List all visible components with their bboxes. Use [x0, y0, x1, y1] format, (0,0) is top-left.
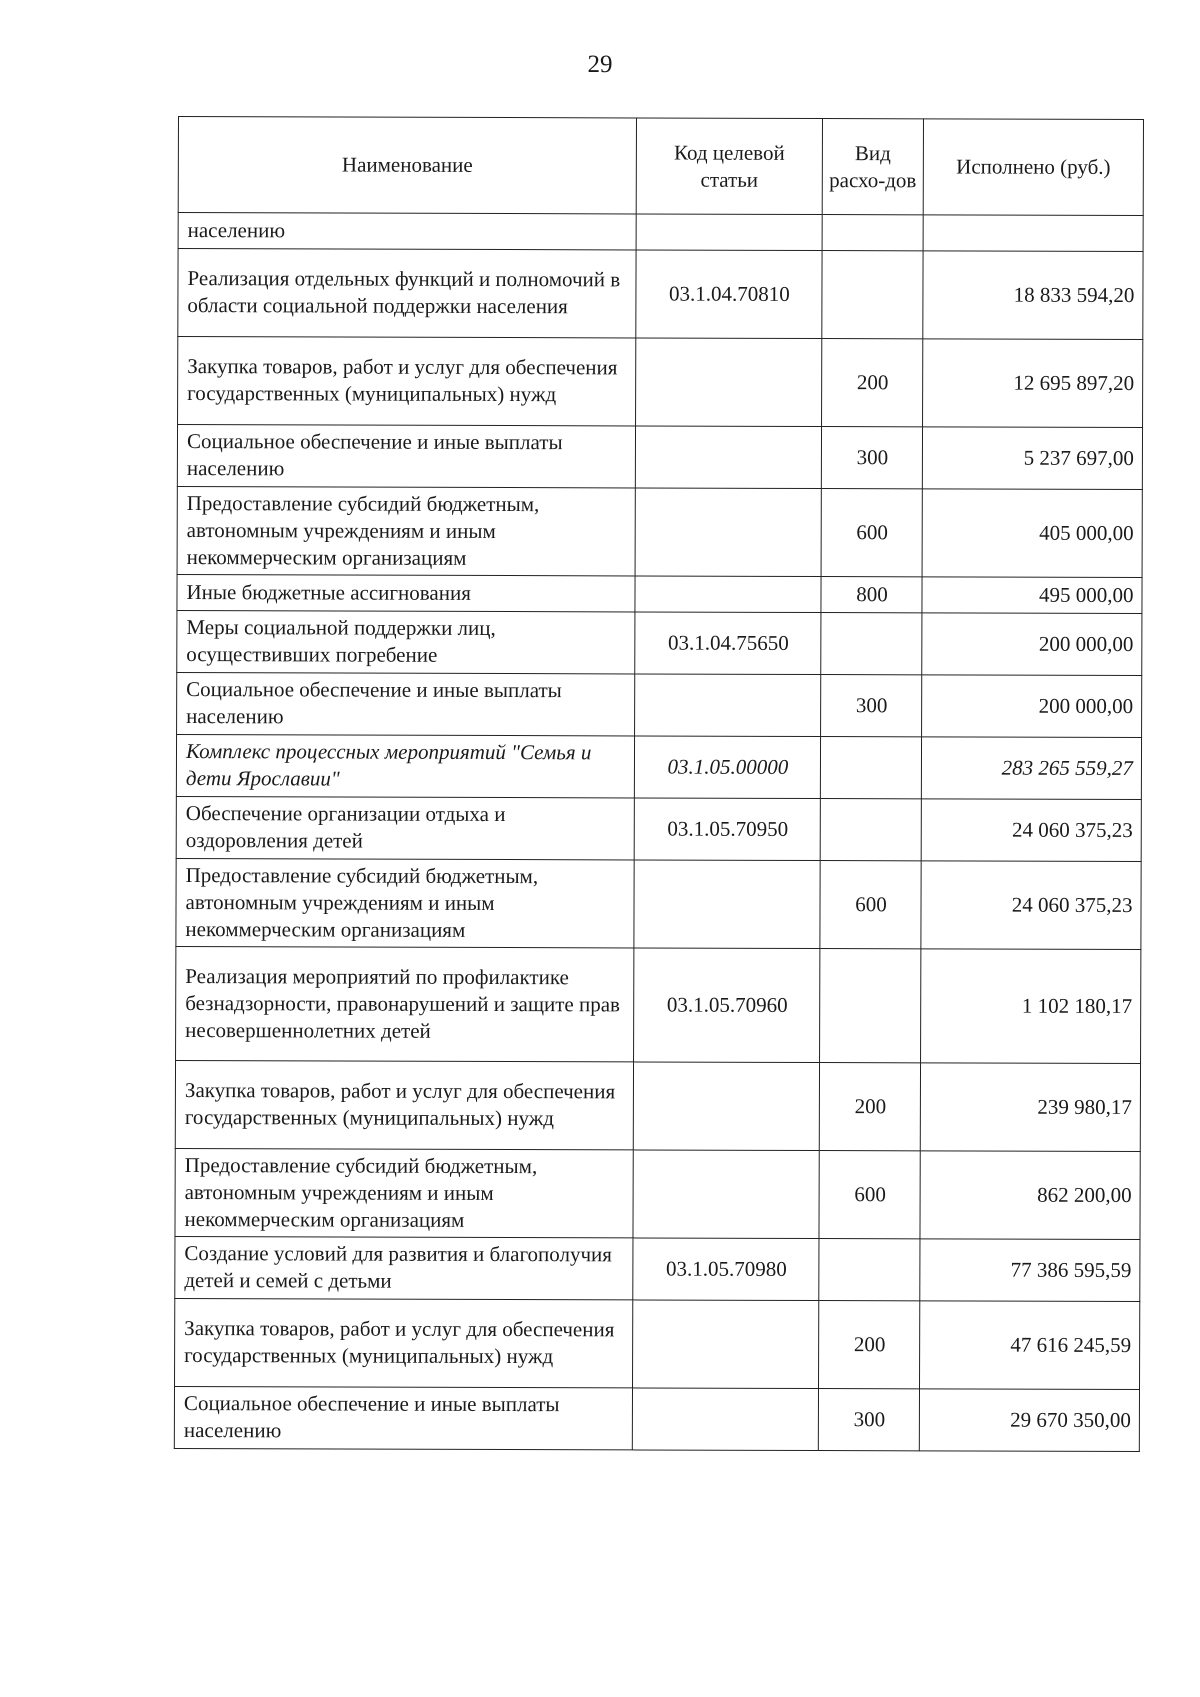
row-kind-cell: 600: [820, 861, 921, 949]
row-code-cell: [635, 576, 821, 613]
row-name-cell: Закупка товаров, работ и услуг для обеспечения государственных (муниципальных) нужд: [175, 1060, 633, 1149]
budget-execution-table: [174, 116, 1144, 1452]
row-code-cell: [635, 426, 821, 489]
table-row: [176, 734, 1141, 799]
row-kind-cell: 200: [822, 339, 923, 427]
row-code-cell: [636, 214, 822, 251]
table-row: [176, 858, 1141, 949]
table-row: [176, 946, 1141, 1063]
table-row: [178, 213, 1143, 252]
row-name-cell: Социальное обеспечение и иные выплаты населению: [177, 425, 635, 488]
row-kind-cell: [819, 1239, 920, 1301]
table-row: [178, 249, 1143, 340]
row-code-cell: 03.1.05.00000: [634, 736, 820, 799]
row-kind-cell: [822, 215, 923, 251]
header-kind: Вид расхо-дов: [822, 119, 923, 215]
row-kind-cell: [821, 613, 922, 675]
table-header-row: [178, 117, 1143, 216]
row-amount-cell: [923, 215, 1143, 252]
row-amount-cell: 47 616 245,59: [920, 1301, 1140, 1390]
row-amount-cell: 200 000,00: [922, 675, 1142, 738]
row-amount-cell: 405 000,00: [922, 489, 1142, 578]
row-amount-cell: 24 060 375,23: [921, 861, 1141, 950]
header-amount: Исполнено (руб.): [923, 119, 1143, 216]
row-amount-cell: 239 980,17: [920, 1063, 1140, 1152]
row-kind-cell: [822, 251, 923, 339]
header-name: Наименование: [178, 117, 636, 214]
row-code-cell: [635, 674, 821, 737]
row-amount-cell: 200 000,00: [922, 613, 1142, 676]
row-code-cell: 03.1.05.70960: [634, 948, 820, 1063]
row-kind-cell: 600: [819, 1151, 920, 1239]
row-kind-cell: 300: [821, 427, 922, 489]
table-row: [177, 672, 1142, 737]
row-name-cell: Создание условий для развития и благополучия детей и семей с детьми: [175, 1236, 633, 1299]
table-row: [174, 1386, 1139, 1451]
row-kind-cell: 300: [818, 1389, 919, 1451]
row-amount-cell: 12 695 897,20: [923, 339, 1143, 428]
header-code: Код целевой статьи: [636, 118, 822, 215]
row-amount-cell: 77 386 595,59: [920, 1239, 1140, 1302]
row-kind-cell: [820, 737, 921, 799]
row-amount-cell: 18 833 594,20: [923, 251, 1143, 340]
row-code-cell: [633, 1300, 819, 1389]
row-amount-cell: 283 265 559,27: [921, 737, 1141, 800]
row-code-cell: [632, 1388, 818, 1451]
table-row: [175, 1298, 1140, 1389]
row-kind-cell: 800: [821, 577, 922, 613]
table-row: [177, 574, 1142, 613]
row-name-cell: Предоставление субсидий бюджетным, автономным учреждениям и иным некоммерческим организациям: [176, 858, 634, 947]
table-row: [175, 1060, 1140, 1151]
row-code-cell: [635, 488, 821, 577]
row-name-cell: Обеспечение организации отдыха и оздоровления детей: [176, 796, 634, 859]
row-code-cell: 03.1.04.75650: [635, 612, 821, 675]
row-amount-cell: 1 102 180,17: [921, 949, 1141, 1064]
row-kind-cell: 200: [819, 1063, 920, 1151]
row-code-cell: 03.1.05.70980: [633, 1238, 819, 1301]
table-row: [175, 1236, 1140, 1301]
row-name-cell: Иные бюджетные ассигнования: [177, 574, 635, 611]
row-code-cell: 03.1.05.70950: [634, 798, 820, 861]
row-name-cell: Социальное обеспечение и иные выплаты населению: [177, 672, 635, 735]
table-body: [174, 213, 1143, 1452]
row-kind-cell: 600: [821, 489, 922, 577]
row-code-cell: 03.1.04.70810: [636, 250, 822, 339]
row-name-cell: Предоставление субсидий бюджетным, автономным учреждениям и иным некоммерческим организациям: [175, 1148, 633, 1237]
row-name-cell: Реализация отдельных функций и полномочий в области социальной поддержки населения: [178, 249, 636, 338]
table-row: [177, 486, 1142, 577]
table-row: [178, 337, 1143, 428]
table-row: [176, 796, 1141, 861]
row-name-cell: Закупка товаров, работ и услуг для обеспечения государственных (муниципальных) нужд: [178, 337, 636, 426]
row-kind-cell: 200: [819, 1301, 920, 1389]
row-name-cell: Реализация мероприятий по профилактике безнадзорности, правонарушений и защите прав несовершеннолетних детей: [176, 946, 634, 1061]
row-name-cell: Комплекс процессных мероприятий "Семья и дети Ярославии": [176, 734, 634, 797]
row-amount-cell: 5 237 697,00: [922, 427, 1142, 490]
row-kind-cell: [820, 799, 921, 861]
row-code-cell: [633, 1062, 819, 1151]
row-amount-cell: 862 200,00: [920, 1151, 1140, 1240]
row-name-cell: Социальное обеспечение и иные выплаты населению: [174, 1386, 632, 1449]
row-name-cell: Закупка товаров, работ и услуг для обеспечения государственных (муниципальных) нужд: [175, 1298, 633, 1387]
row-amount-cell: 29 670 350,00: [919, 1389, 1139, 1452]
row-code-cell: [633, 1150, 819, 1239]
page-number: 29: [587, 51, 613, 78]
table-row: [177, 610, 1142, 675]
table-row: [177, 425, 1142, 490]
row-amount-cell: 495 000,00: [922, 577, 1142, 614]
row-name-cell: Меры социальной поддержки лиц, осуществивших погребение: [177, 610, 635, 673]
row-kind-cell: 300: [821, 675, 922, 737]
row-kind-cell: [820, 949, 921, 1063]
row-code-cell: [636, 338, 822, 427]
table-row: [175, 1148, 1140, 1239]
row-name-cell: населению: [178, 213, 636, 250]
row-name-cell: Предоставление субсидий бюджетным, автономным учреждениям и иным некоммерческим организациям: [177, 486, 635, 575]
row-amount-cell: 24 060 375,23: [921, 799, 1141, 862]
row-code-cell: [634, 860, 820, 949]
